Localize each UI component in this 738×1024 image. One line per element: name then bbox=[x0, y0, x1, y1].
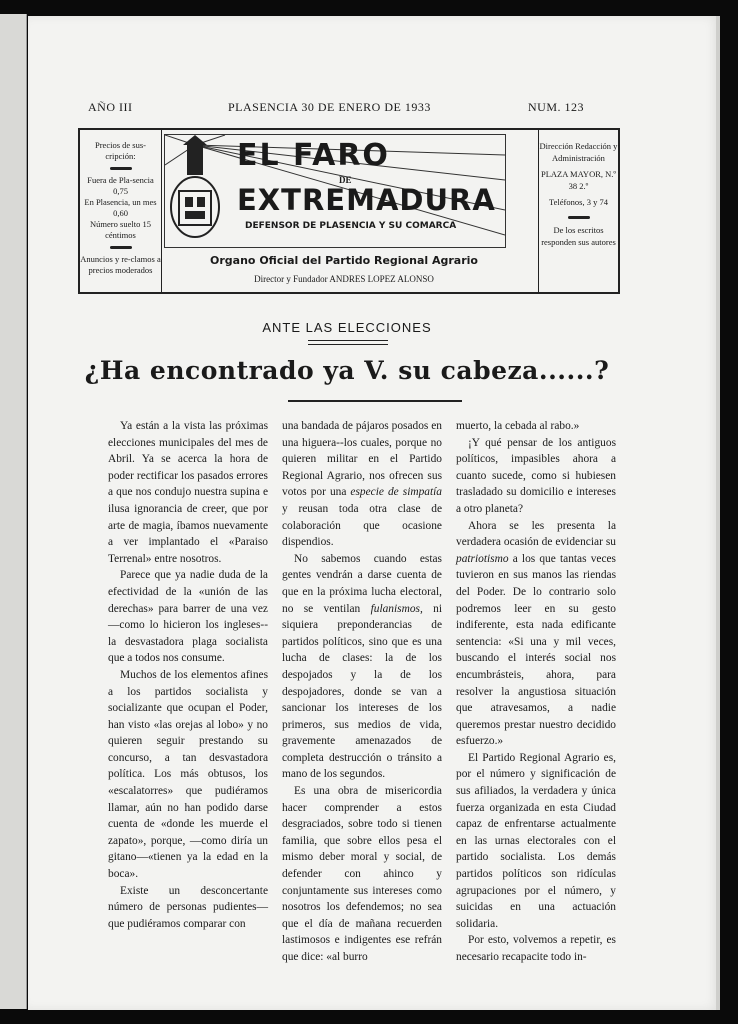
text-run: y reusan toda otra clase de colaboración que ocasione dispendios. bbox=[282, 502, 442, 549]
masthead-title-2: EXTREMADURA bbox=[237, 183, 496, 217]
administration-box bbox=[538, 130, 618, 292]
place-date: PLASENCIA 30 DE ENERO DE 1933 bbox=[228, 100, 431, 114]
year-label: AÑO III bbox=[88, 100, 133, 114]
paragraph bbox=[282, 418, 442, 551]
masthead bbox=[78, 128, 620, 294]
ornament-divider bbox=[110, 167, 132, 170]
ornament-divider bbox=[568, 216, 590, 219]
text-run: una bandada de pájaros posados en una higuera--los cuales, porque no quieren militar en el Partido Regional Agrario, nos ofrecen sus votos por una bbox=[282, 420, 442, 499]
issue-number: NUM. 123 bbox=[528, 100, 585, 114]
masthead-center bbox=[164, 130, 534, 292]
responsibility-note: De los escritos responden sus autores bbox=[541, 225, 616, 247]
text-run: a los que tantas veces tuvieron en sus manos las riendas del Poder. De lo contrario solo podremos leer en su gesto indiferente, esta nada edificante sentencia: «Si una y mil veces, buscando el interés social nos encumbrásteis, ahora, para resolver la angustiosa situación que atravesamos, a nadie queremos prestar nuestro decidido esfuerzo.» bbox=[456, 552, 616, 748]
article-column-1 bbox=[108, 418, 268, 932]
prices-title: Precios de sus-cripción: bbox=[95, 140, 146, 161]
article-column-3 bbox=[456, 418, 616, 966]
italic-run: especie de simpatía bbox=[350, 486, 442, 499]
phones-label: Teléfonos, 3 y 74 bbox=[549, 197, 608, 207]
text-run: Ahora se les presenta la verdadera ocasión de evidenciar su bbox=[456, 519, 616, 549]
text-run: ni siquiera preponderancias de partidos políticos, sino que es una lucha de clases: la de los despojados y la de los despojadores, donde se van a sancionar los intereses de los primeros, sus medios de vida, gravemente amenazados de completa destrucción o tránsito a mano de los segundos. bbox=[282, 602, 442, 781]
section-title: ANTE LAS ELECCIONES bbox=[262, 320, 432, 335]
italic-run: patriotismo bbox=[456, 552, 509, 565]
article-column-2 bbox=[282, 418, 442, 966]
page-right-edge bbox=[716, 16, 720, 1010]
paragraph: muerto, la cebada al rabo.» bbox=[456, 420, 580, 432]
organ-line: Organo Oficial del Partido Regional Agrario bbox=[210, 254, 478, 267]
paragraph bbox=[282, 551, 442, 783]
paragraph bbox=[456, 518, 616, 750]
italic-run: fulanismos, bbox=[370, 602, 423, 615]
paragraph: Por esto, volvemos a repetir, es necesario recapacite todo in- bbox=[456, 934, 616, 963]
price-inside: En Plasencia, un mes 0,60 bbox=[84, 197, 157, 218]
headline-rule bbox=[288, 400, 462, 402]
paragraph: Muchos de los elementos afines a los partidos socialista y socializante que ocupan el Poder, han visto «las orejas al lobo» y no quieren seguir prestando su concurso, a tan desvastadora política. Los más obtusos, los «escalatorres» que pudiéramos llamar, aún no han podido darse cuenta de «donde les muerde el zapato», porque, —como diría un gitano—«tienen ya la edad en la boca». bbox=[108, 668, 268, 881]
paragraph: El Partido Regional Agrario es, por el número y significación de sus afiliados, la verdadera y única fuerza organizada en esta Ciudad capaz de enfrentarse actualmente en las urnas electorales con el partido socialista. Los demás partidos políticos son ridículas agrupaciones por el número, y suicidas en una actuación solidaria. bbox=[456, 751, 616, 930]
masthead-title-de: DE bbox=[339, 175, 352, 185]
double-rule bbox=[308, 340, 388, 345]
text-run: No sabemos cuando estas gentes vendrán a darse cuenta de que en la próxima lucha electoral, no se ventilan bbox=[282, 552, 442, 615]
paragraph: Parece que ya nadie duda de la efectividad de la «unión de las derechas» para barrer de una vez—como lo hicieron los ingleses--la desvastadora plaga socialista que a todos nos consume. bbox=[108, 569, 268, 665]
price-outside: Fuera de Pla-sencia 0,75 bbox=[87, 175, 154, 196]
director-line: Director y Fundador ANDRES LOPEZ ALONSO bbox=[254, 274, 434, 284]
paragraph: ¡Y qué pensar de los antiguos políticos, impasibles ahora a cuanto sucede, como si hubiesen trasladado su domicilio e intereses a otro planeta? bbox=[456, 436, 616, 515]
facing-page-edge bbox=[0, 14, 27, 1009]
paragraph: Ya están a la vista las próximas elecciones municipales del mes de Abril. Ya se acerca la hora de poder rectificar los pasados errores a que nos condujo nuestra supina e ilusa ignorancia de creer, que por arte de magia, íbamos nuevamente a ver implantado el «Paraiso Terrenal» entre nosotros. bbox=[108, 420, 268, 565]
masthead-subtitle: DEFENSOR DE PLASENCIA Y SU COMARCA bbox=[245, 221, 457, 231]
paragraph: Es una obra de misericordia hacer comprender a estos desgraciados, sobre todo si tienen familia, que sobre ellos pesa el mismo deber moral y social, de defender con ahinco y conjuntamente sus intereses como nosotros los defendemos; no sea que el día de mañana recuerden lastimosos e indigentes ese refrán que dice: «al burro bbox=[282, 785, 442, 963]
masthead-title-1: EL FARO bbox=[237, 138, 390, 173]
paragraph: Existe un desconcertante número de personas pudientes—que pudiéramos comparar con bbox=[108, 884, 268, 930]
ornament-divider bbox=[110, 246, 132, 249]
article-headline: ¿Ha encontrado ya V. su cabeza......? bbox=[84, 356, 610, 385]
subscription-box bbox=[80, 130, 162, 292]
direction-label: Dirección Redacción y Administración bbox=[539, 141, 618, 163]
masthead-illustration bbox=[164, 134, 506, 248]
price-single: Número suelto 15 céntimos bbox=[90, 219, 151, 240]
ads-note: Anuncios y re-clamos a precios moderados bbox=[80, 254, 161, 275]
address-label: PLAZA MAYOR, N.º 38 2.º bbox=[540, 169, 617, 191]
